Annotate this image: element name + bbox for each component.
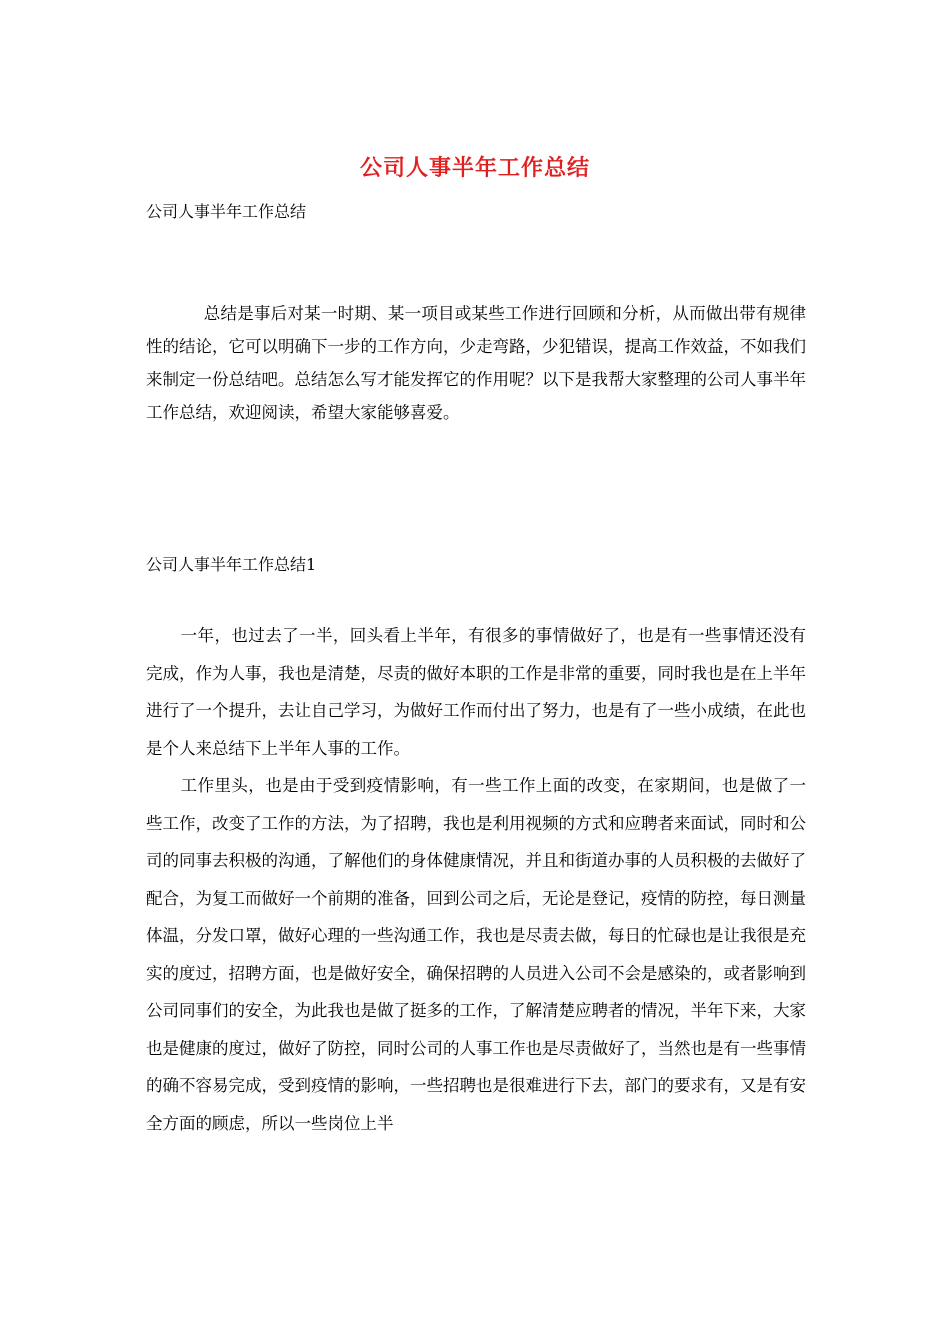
document-subtitle: 公司人事半年工作总结 xyxy=(146,202,307,221)
body-paragraph-2: 工作里头，也是由于受到疫情影响，有一些工作上面的改变，在家期间，也是做了一些工作，改变了工作的方法，为了招聘，我也是利用视频的方式和应聘者来面试，同时和公司的同事去积极的沟通，了解他们的身体健康情况，并且和街道办事的人员积极的去做好了配合，为复工而做好一个前期的准备，回到公司之后，无论是登记，疫情的防控，每日测量体温，分发口罩，做好心理的一些沟通工作，我也是尽责去做，每日的忙碌也是让我很是充实的度过，招聘方面，也是做好安全，确保招聘的人员进入公司不会是感染的，或者影响到公司同事们的安全，为此我也是做了挺多的工作，了解清楚应聘者的情况，半年下来，大家也是健康的度过，做好了防控，同时公司的人事工作也是尽责做好了，当然也是有一些事情的确不容易完成，受到疫情的影响，一些招聘也是很难进行下去，部门的要求有，又是有安全方面的顾虑，所以一些岗位上半 xyxy=(146,776,806,1133)
intro-paragraph: 总结是事后对某一时期、某一项目或某些工作进行回顾和分析，从而做出带有规律性的结论，它可以明确下一步的工作方向，少走弯路，少犯错误，提高工作效益，不如我们来制定一份总结吧。总结怎么写才能发挥它的作用呢？以下是我帮大家整理的公司人事半年工作总结，欢迎阅读，希望大家能够喜爱。 xyxy=(146,304,806,422)
document-title: 公司人事半年工作总结 xyxy=(359,155,590,181)
body-paragraph-1: 一年，也过去了一半，回头看上半年，有很多的事情做好了，也是有一些事情还没有完成，作为人事，我也是清楚，尽责的做好本职的工作是非常的重要，同时我也是在上半年进行了一个提升，去让自己学习，为做好工作而付出了努力，也是有了一些小成绩，在此也是个人来总结下上半年人事的工作。 xyxy=(146,626,806,758)
section-heading: 公司人事半年工作总结1 xyxy=(146,555,317,574)
